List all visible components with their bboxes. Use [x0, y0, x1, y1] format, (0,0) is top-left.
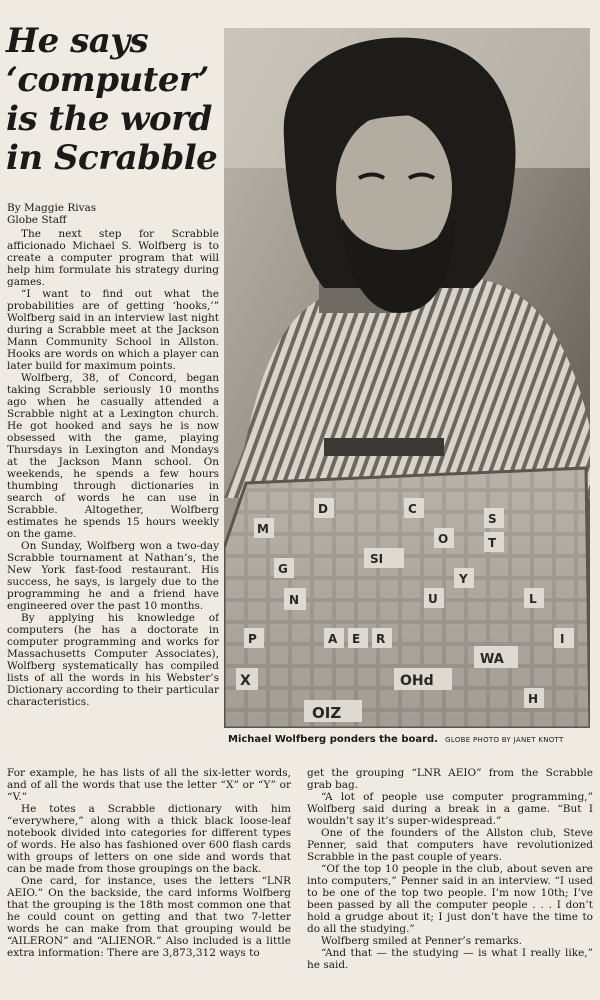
- scrabble-tile-letter: E: [352, 632, 361, 646]
- headline-line-3: is the word: [6, 99, 212, 139]
- scrabble-tile-letter: O: [438, 532, 449, 546]
- byline-author: By Maggie Rivas: [7, 202, 97, 214]
- paragraph: “I want to find out what the probabilities are of getting ‘hooks,’” Wolfberg said in an interview last night during a Scrabble meet at the Jackson Mann Community School in Allston. Hooks are words on which a player can later build for maximum points.: [7, 288, 219, 372]
- paragraph: He totes a Scrabble dictionary with him “everywhere,” along with a thick black loose-leaf notebook divided into categories for different types of words. He also has fashioned over 600 flash cards with groups of letters on one side and words that can be made from those groupings on the back.: [7, 803, 291, 875]
- scrabble-tile-letter: P: [248, 632, 257, 646]
- scrabble-tile-letter: R: [376, 632, 386, 646]
- scrabble-tile-letter: I: [560, 632, 565, 646]
- scrabble-tile-letter: U: [428, 592, 438, 606]
- news-photo: [224, 28, 590, 728]
- paragraph: Wolfberg, 38, of Concord, began taking Scrabble seriously 10 months ago when he casually attended a Scrabble night at a Lexington church. He got hooked and says he is now obsessed with the game, playing Thursdays in Lexington and Mondays at the Jackson Mann school. On weekends, he spends a few hours thumbing through dictionaries in search of words he can use in Scrabble. Altogether, Wolfberg estimates he spends 15 hours weekly on the game.: [7, 372, 219, 540]
- paragraph: One card, for instance, uses the letters “LNR AEIO.” On the backside, the card informs Wolfberg that the grouping is the 18th most common one that he could count on getting and that two 7-letter words he can make from that grouping would be “AILERON” and “ALIENOR.” Also included is a little extra information: There are 3,873,312 ways to: [7, 875, 291, 959]
- paragraph: get the grouping “LNR AEIO” from the Scrabble grab bag.: [307, 767, 593, 791]
- paragraph: “Of the top 10 people in the club, about seven are into computers,” Penner said in an interview. “I used to be one of the top two people. I’m now 10th; I’ve been passed by all the computer people . . . I don’t hold a grudge about it; I just don’t have the time to do all the studying.”: [307, 863, 593, 935]
- photo-illustration: [224, 28, 590, 728]
- scrabble-tile-letter: D: [318, 502, 328, 516]
- scrabble-tile-letter: X: [240, 673, 251, 689]
- paragraph: “A lot of people use computer programming,” Wolfberg said during a break in a game. “But I wouldn’t say it’s super-widespread.”: [307, 791, 593, 827]
- paragraph: One of the founders of the Allston club, Steve Penner, said that computers have revolutionized Scrabble in the past couple of years.: [307, 827, 593, 863]
- scrabble-tile-letter: OIZ: [312, 704, 342, 722]
- scrabble-tile-letter: A: [328, 632, 338, 646]
- scrabble-tile-letter: WA: [480, 652, 504, 667]
- article-column-3: [307, 767, 593, 997]
- photo-caption: [228, 734, 594, 746]
- headline-line-1: He says: [6, 21, 149, 61]
- paragraph: The next step for Scrabble afficionado Michael S. Wolfberg is to create a computer program that will help him formulate his strategy during games.: [7, 228, 219, 288]
- byline: [7, 202, 229, 226]
- paragraph: For example, he has lists of all the six-letter words, and of all the words that use the letter “X” or “Y” or “V.”: [7, 767, 291, 803]
- paragraph: “And that — the studying — is what I really like,” he said.: [307, 947, 593, 971]
- scrabble-tile-letter: L: [529, 592, 537, 606]
- paragraph: By applying his knowledge of computers (he has a doctorate in computer programming and works for Massachusetts Computer Associates), Wolfberg systematically has compiled lists of all the words in his Webster’s Dictionary according to their particular characteristics.: [7, 612, 219, 708]
- scrabble-tile-letter: G: [278, 562, 288, 576]
- scrabble-tile-letter: OHd: [400, 673, 434, 689]
- paragraph: On Sunday, Wolfberg won a two-day Scrabble tournament at Nathan’s, the New York fast-food restaurant. His success, he says, is largely due to the programming he and a friend have engineered over the past 10 months.: [7, 540, 219, 612]
- caption-text: Michael Wolfberg ponders the board.: [228, 734, 438, 745]
- article-column-1: [7, 228, 219, 765]
- scrabble-tile-letter: Y: [459, 572, 468, 586]
- headline: [6, 22, 228, 178]
- headline-line-4: in Scrabble: [6, 138, 218, 178]
- scrabble-tile-letter: SI: [370, 552, 384, 566]
- scrabble-tile-letter: S: [488, 512, 497, 526]
- scrabble-tile-letter: H: [528, 692, 539, 706]
- article-column-2: [7, 767, 291, 997]
- photo-credit: GLOBE PHOTO BY JANET KNOTT: [445, 736, 564, 744]
- scrabble-tile-letter: M: [257, 522, 269, 536]
- paragraph: Wolfberg smiled at Penner’s remarks.: [321, 935, 522, 947]
- headline-line-2: ‘computer’: [6, 60, 210, 100]
- scrabble-tile-letter: T: [488, 536, 497, 550]
- scrabble-tile-letter: N: [289, 593, 300, 607]
- scrabble-tile-letter: C: [408, 502, 417, 516]
- byline-staff: Globe Staff: [7, 214, 67, 226]
